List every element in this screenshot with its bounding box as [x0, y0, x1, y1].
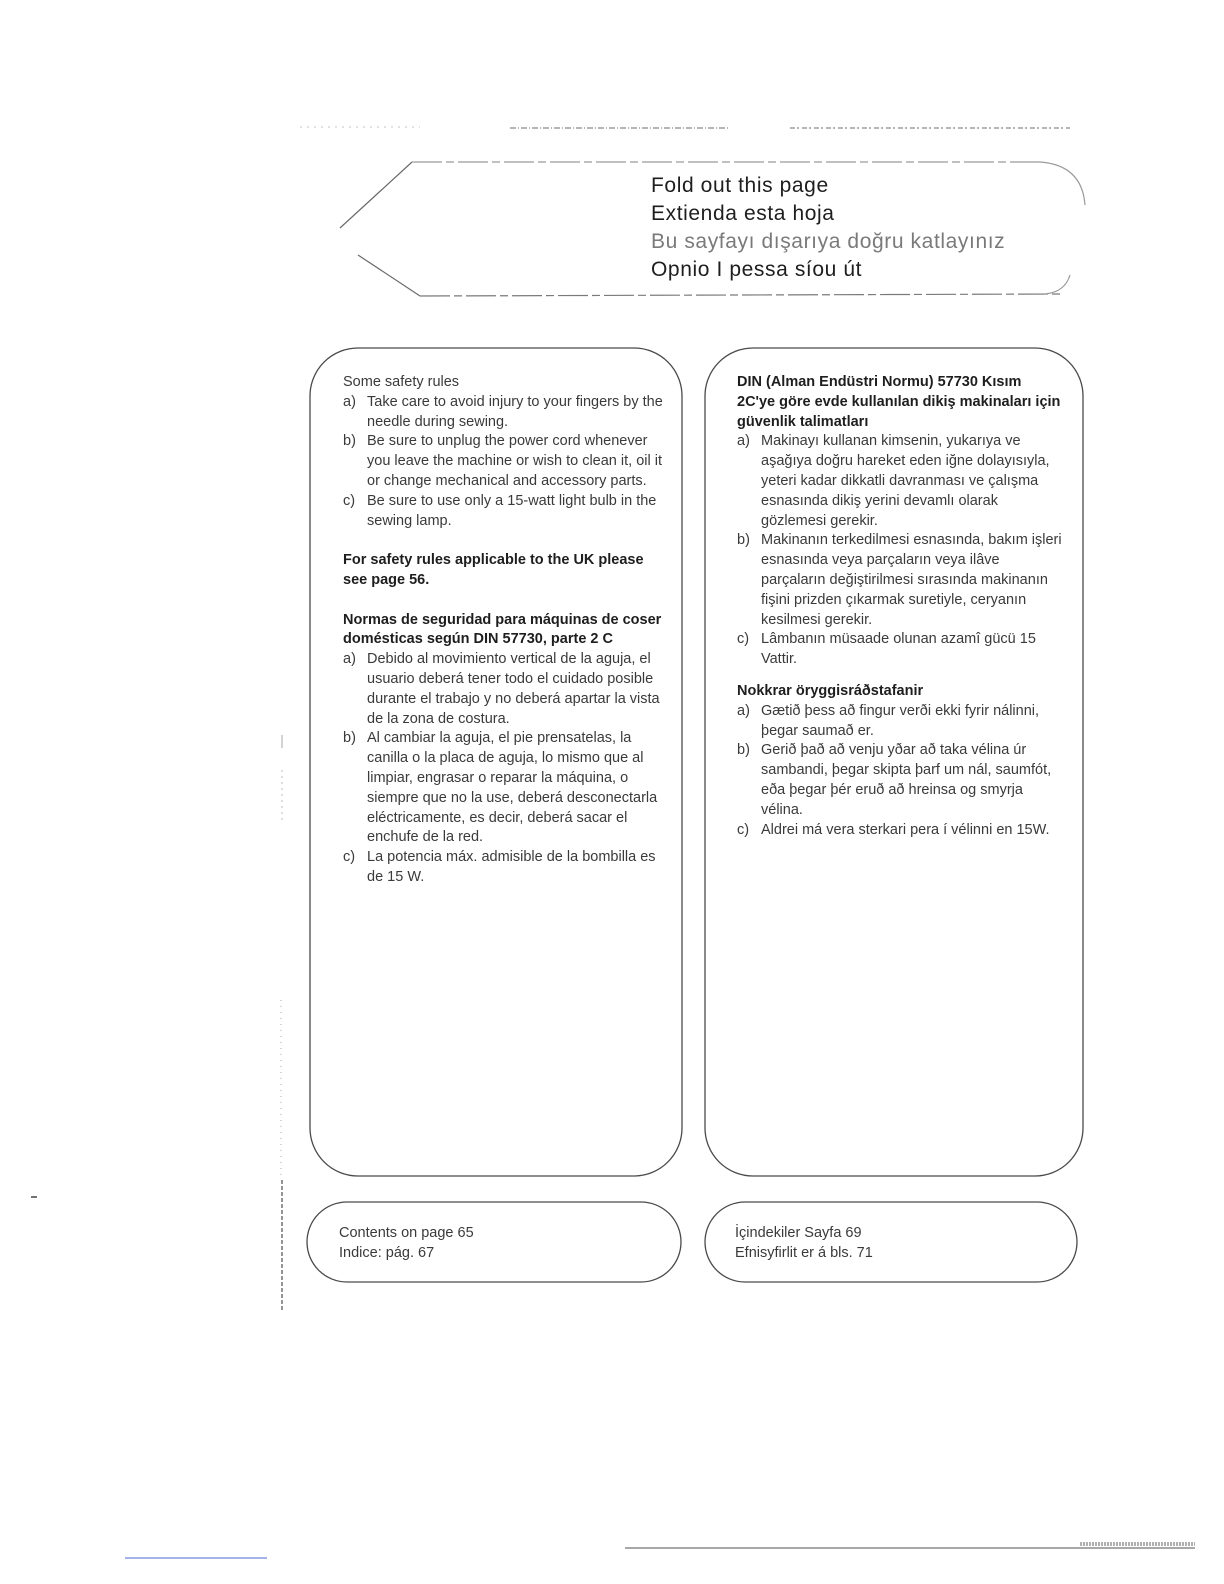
- safety-title: Some safety rules: [343, 374, 460, 390]
- item-text: Al cambiar la aguja, el pie prensatelas, la canilla o la placa de aguja, lo mismo que al limpiar, engrasar o reparar la máquina, o siempre que no la use, deberá desconectarla eléctricamente, es decir, deberá sacar el enchufe de la red.: [367, 730, 658, 846]
- tr-title: DIN (Alman Endüstri Normu) 57730 Kısım 2C'ye göre evde kullanılan dikiş makinaları için güvenlik talimatları: [737, 374, 1061, 430]
- item-label: a): [737, 702, 750, 719]
- footer-left: [339, 1223, 659, 1263]
- item-label: a): [343, 393, 356, 410]
- item-label: c): [343, 492, 356, 509]
- item-label: b): [343, 433, 356, 450]
- item-label: c): [737, 821, 750, 838]
- list-item: [737, 741, 1063, 820]
- item-label: b): [737, 532, 750, 549]
- fold-line-es: Extienda esta hoja: [651, 202, 835, 225]
- list-item: [737, 702, 1063, 742]
- list-item: [737, 531, 1063, 630]
- right-box-content: [737, 373, 1063, 840]
- item-label: b): [343, 730, 356, 747]
- item-text: Debido al movimiento vertical de la aguja, el usuario deberá tener todo el cuidado posible durante el trabajo y no deberá apartar la vista de la zona de costura.: [367, 651, 660, 727]
- item-text: Gætið þess að fingur verði ekki fyrir nálinni, þegar saumað er.: [761, 702, 1040, 739]
- footer-right: [735, 1223, 1055, 1263]
- indice-link: Indice: pág. 67: [339, 1245, 435, 1261]
- item-text: Lâmbanın müsaade olunan azamî gücü 15 Vattir.: [761, 631, 1036, 668]
- list-item: [737, 432, 1063, 531]
- fold-line-en: Fold out this page: [651, 174, 829, 197]
- fold-notice: [651, 172, 1071, 284]
- item-label: a): [737, 433, 750, 450]
- fold-line-tr: Bu sayfayı dışarıya doğru katlayınız: [651, 230, 1006, 253]
- icindekiler-link: İçindekiler Sayfa 69: [735, 1225, 862, 1241]
- item-text: Aldrei má vera sterkari pera í vélinni en 15W.: [761, 821, 1050, 838]
- list-item: [343, 432, 665, 491]
- item-text: Makinayı kullanan kimsenin, yukarıya ve aşağıya doğru hareket eden iğne dolayısıyla, yeteri kadar dikkatli davranması ve çalışma esnasında dikiş yerini devamlı olarak gözlemesi gerekir.: [761, 433, 1050, 529]
- uk-note: For safety rules applicable to the UK please see page 56.: [343, 552, 644, 588]
- item-text: La potencia máx. admisible de la bombilla es de 15 W.: [367, 849, 656, 885]
- item-label: c): [737, 631, 750, 648]
- list-item: [343, 393, 665, 433]
- item-text: Take care to avoid injury to your fingers by the needle during sewing.: [367, 393, 663, 430]
- left-box-content: [343, 373, 665, 888]
- list-item: [343, 492, 665, 532]
- list-item: [737, 821, 1063, 841]
- item-text: Be sure to unplug the power cord whenever you leave the machine or wish to clean it, oil it or change mechanical and accessory parts.: [367, 433, 662, 489]
- item-text: Gerið það að venju yðar að taka vélina úr sambandi, þegar skipta þarf um nál, saumfót, eða þegar þér eruð að hreinsa og smyrja vélina.: [761, 742, 1052, 818]
- contents-link: Contents on page 65: [339, 1225, 474, 1241]
- item-label: b): [737, 742, 750, 759]
- list-item: [737, 630, 1063, 670]
- fold-line-is: Opnio I pessa síou út: [651, 258, 863, 281]
- is-title: Nokkrar öryggisráðstafanir: [737, 682, 924, 699]
- list-item: [343, 848, 665, 888]
- list-item: [343, 729, 665, 848]
- item-text: Be sure to use only a 15-watt light bulb in the sewing lamp.: [367, 492, 657, 529]
- efnisyfirlit-link: Efnisyfirlit er á bls. 71: [735, 1245, 873, 1261]
- list-item: [343, 650, 665, 729]
- es-title: Normas de seguridad para máquinas de coser domésticas según DIN 57730, parte 2 C: [343, 611, 662, 648]
- item-text: Makinanın terkedilmesi esnasında, bakım işleri esnasında veya parçaların veya ilâve parçaların değiştirilmesi sırasında makinanın fişini prizden çıkarmak suretiyle, ceryanın kesilmesi gerekir.: [761, 532, 1062, 628]
- item-label: c): [343, 849, 356, 866]
- item-label: a): [343, 651, 356, 668]
